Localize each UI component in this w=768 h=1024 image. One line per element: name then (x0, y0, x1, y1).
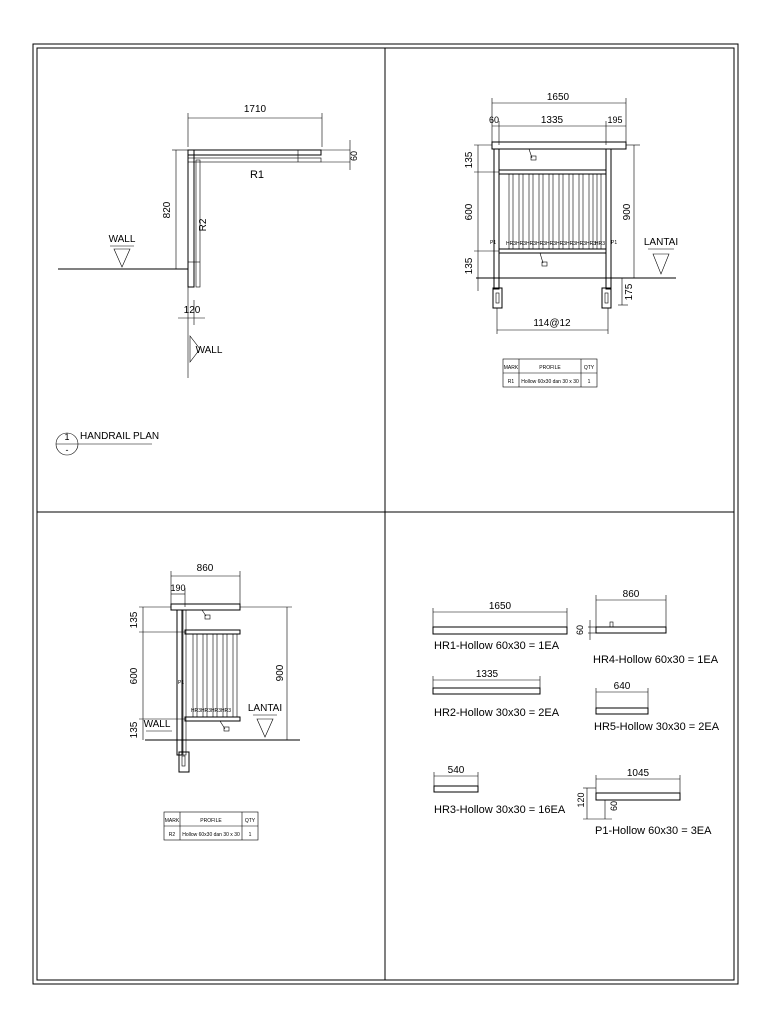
sheet-frame (33, 44, 738, 984)
label-hr2: HR2-Hollow 30x30 = 2EA (434, 707, 560, 719)
dim-hr1: 1650 (488, 601, 512, 612)
dim-p1-120: 120 (576, 792, 586, 808)
post-right (606, 149, 611, 289)
balusters (193, 634, 237, 717)
table-cell: R1 (507, 379, 515, 385)
dim-1335: 1335 (540, 115, 564, 126)
dim-135-top: 135 (129, 611, 140, 629)
dim-900: 900 (622, 203, 633, 221)
rail-r2 (188, 150, 194, 287)
hr-tag: HR3 (595, 241, 606, 247)
dim-860: 860 (196, 563, 214, 574)
table-header: MARK (503, 365, 519, 371)
label-r1: R1 (249, 169, 265, 181)
dim-60: 60 (349, 150, 359, 162)
dim-135-bottom: 135 (464, 257, 475, 275)
balusters (509, 174, 601, 249)
hr-tag: HR3 (546, 241, 557, 247)
elevation-r1-view (464, 92, 678, 387)
mid-rail-bottom (499, 249, 606, 253)
wall-marker-icon (114, 249, 130, 267)
table-header: QTY (583, 365, 595, 371)
hr-tag: HR3 (556, 241, 567, 247)
dim-600: 600 (129, 667, 140, 685)
label-r2: R2 (198, 218, 209, 232)
handrail-plan-view (56, 104, 359, 455)
wall-label-top: WALL (108, 234, 136, 245)
dim-1650: 1650 (546, 92, 570, 103)
table-header: PROFILE (200, 818, 222, 824)
profile-table (503, 359, 597, 387)
dim-hr3: 540 (447, 765, 465, 776)
part-p1 (576, 768, 712, 837)
table-cell: R2 (168, 832, 176, 838)
hr-tag: HR3 (201, 708, 212, 714)
part-list-view (433, 589, 720, 837)
post-label: P1 (178, 680, 185, 686)
elevation-r2-view (129, 563, 300, 840)
dim-195: 195 (607, 115, 623, 125)
part-hr5 (594, 681, 720, 733)
dim-820: 820 (162, 201, 173, 219)
callout-sub: - (65, 445, 69, 455)
label-hr1: HR1-Hollow 60x30 = 1EA (434, 640, 560, 652)
part-hr3 (434, 765, 566, 816)
hr-tag: HR3 (586, 241, 597, 247)
table-header: QTY (244, 818, 256, 824)
lantai-label: LANTAI (247, 703, 283, 714)
part-hr4 (575, 589, 719, 666)
post-label: P1 (611, 240, 618, 246)
level-marker-icon (653, 254, 669, 274)
post-label: P1 (490, 240, 497, 246)
table-cell: Hollow 60x30 dan 30 x 30 (182, 832, 240, 838)
wall-label: WALL (143, 719, 171, 730)
mid-rail-top (185, 630, 240, 634)
mid-rail-bottom (185, 717, 240, 721)
hr-tag: HR3 (536, 241, 547, 247)
label-hr4: HR4-Hollow 60x30 = 1EA (593, 654, 719, 666)
table-cell: 1 (587, 379, 591, 385)
dim-hr2: 1335 (475, 669, 499, 680)
dim-900: 900 (275, 664, 286, 682)
table-cell: 1 (248, 832, 252, 838)
hr-tag: HR3 (221, 708, 232, 714)
dim-60: 60 (488, 115, 500, 125)
dim-600: 600 (464, 203, 475, 221)
table-cell: Hollow 60x30 dan 30 x 30 (521, 379, 579, 385)
dim-bottom: 114@12 (533, 318, 571, 329)
dim-135-bottom: 135 (129, 721, 140, 739)
lantai-label: LANTAI (643, 237, 679, 248)
label-hr5: HR5-Hollow 30x30 = 2EA (594, 721, 720, 733)
part-hr2 (433, 669, 560, 719)
dim-190: 190 (170, 583, 186, 593)
hr-tag: HR3 (191, 708, 202, 714)
dim-1710: 1710 (243, 104, 267, 115)
hr-tag: HR3 (566, 241, 577, 247)
dim-hr4-side: 60 (575, 624, 585, 636)
dim-120: 120 (183, 305, 201, 316)
hr-tag: HR3 (506, 241, 517, 247)
base-right (602, 288, 611, 308)
dim-135-top: 135 (464, 151, 475, 169)
dim-p1-60: 60 (609, 800, 619, 812)
hr-tag: HR3 (576, 241, 587, 247)
dim-175: 175 (624, 283, 635, 301)
top-rail (171, 604, 240, 610)
hr-tag: HR3 (526, 241, 537, 247)
hr-tag: HR3 (211, 708, 222, 714)
part-hr1 (433, 601, 567, 652)
dim-hr4: 860 (622, 589, 640, 600)
table-header: PROFILE (539, 365, 561, 371)
rail-r1 (188, 150, 321, 155)
post-left (494, 149, 499, 289)
profile-table (164, 812, 258, 840)
dim-hr5: 640 (613, 681, 631, 692)
level-marker-icon (257, 719, 273, 737)
wall-label-bottom: WALL (195, 345, 223, 356)
label-hr3: HR3-Hollow 30x30 = 16EA (434, 804, 566, 816)
callout-number: 1 (64, 432, 70, 442)
table-header: MARK (164, 818, 180, 824)
dim-p1: 1045 (626, 768, 650, 779)
label-p1: P1-Hollow 60x30 = 3EA (595, 825, 712, 837)
view-title: HANDRAIL PLAN (80, 431, 160, 442)
hr-tag: HR3 (516, 241, 527, 247)
mid-rail-top (499, 170, 606, 174)
base-left (493, 288, 502, 308)
